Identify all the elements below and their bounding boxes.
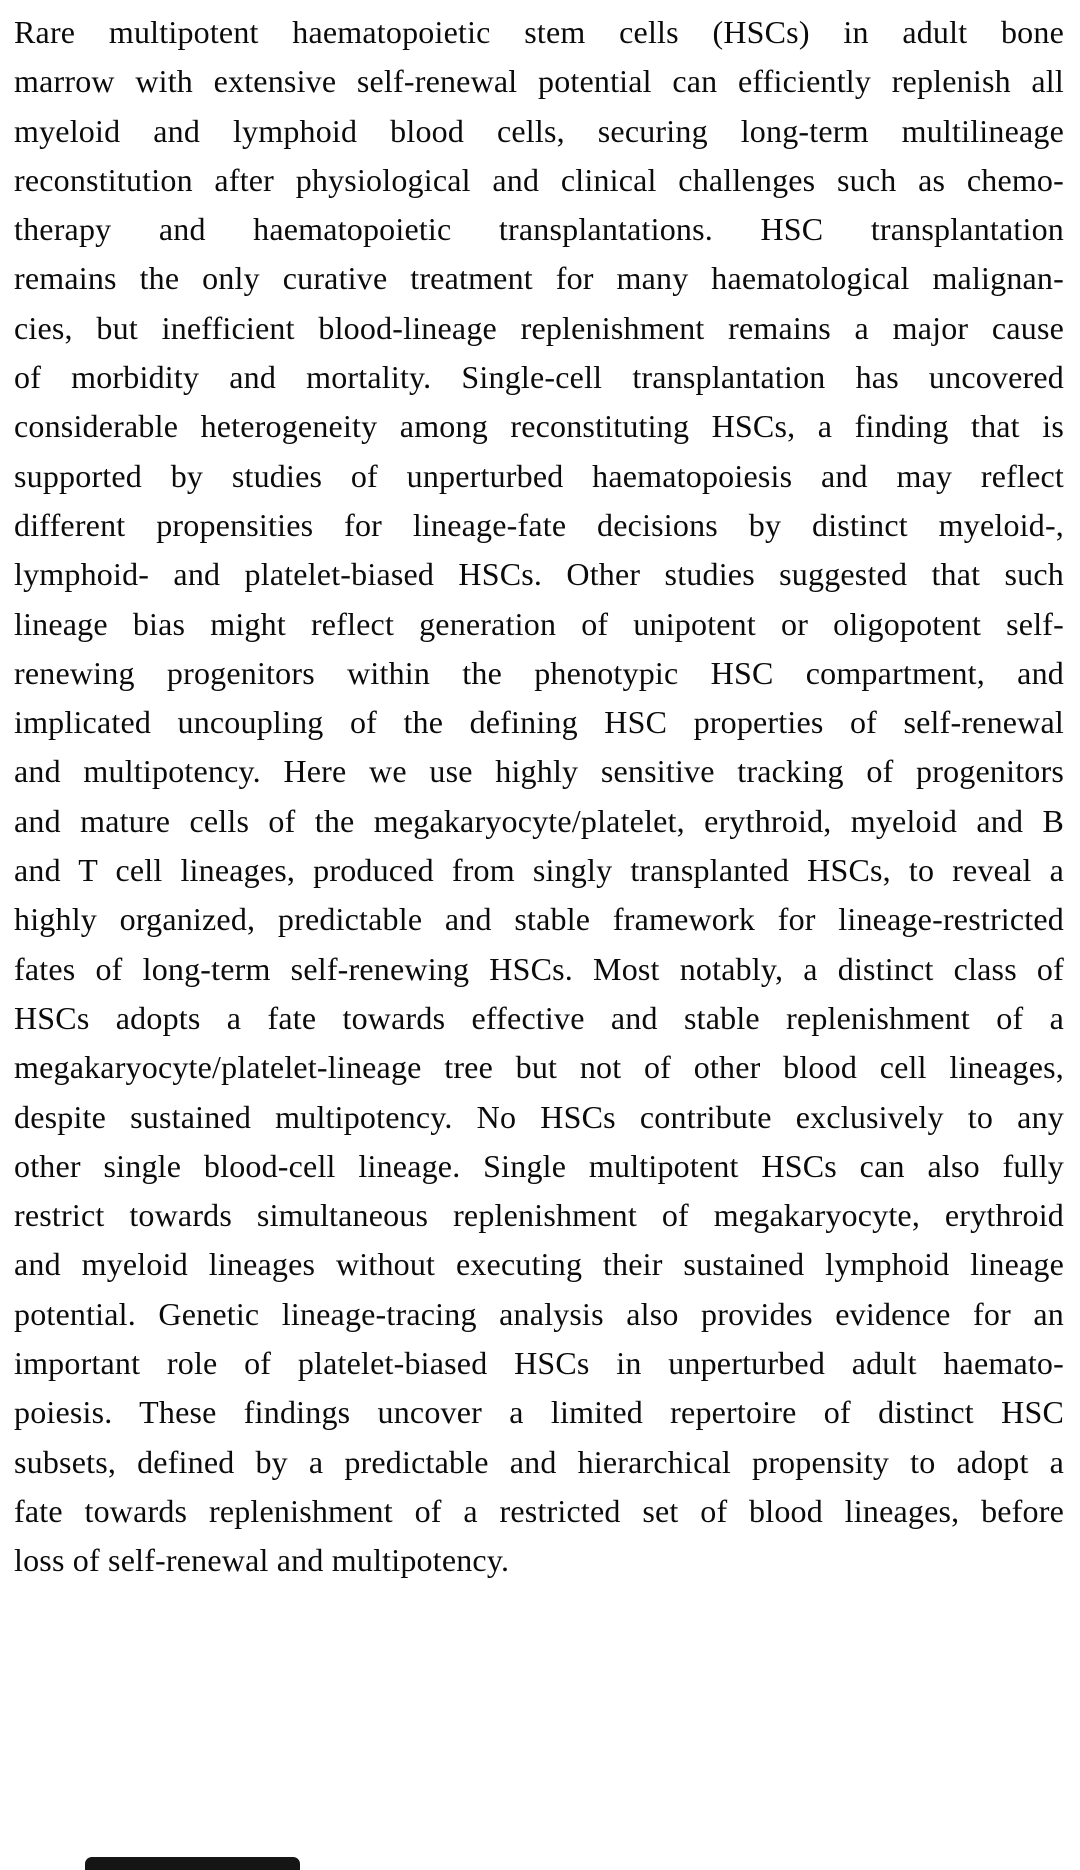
cropped-bottom-element: [85, 1857, 300, 1870]
abstract-line: subsets, defined by a predictable and hierarchical propensity to adopt a: [14, 1443, 1064, 1480]
abstract-line: cies, but inefficient blood-lineage replenishment remains a major cause: [14, 309, 1064, 346]
abstract-line: HSCs adopts a fate towards effective and stable replenishment of a: [14, 999, 1064, 1036]
abstract-line: considerable heterogeneity among reconstituting HSCs, a finding that is: [14, 408, 1064, 445]
abstract-line: Rare multipotent haematopoietic stem cells (HSCs) in adult bone: [14, 14, 1064, 50]
abstract-line: restrict towards simultaneous replenishment of megakaryocyte, erythroid: [14, 1197, 1064, 1234]
abstract-line: important role of platelet-biased HSCs in unperturbed adult haemato-: [14, 1345, 1064, 1382]
abstract-line: and T cell lineages, produced from singly transplanted HSCs, to reveal a: [14, 852, 1064, 889]
abstract-line: implicated uncoupling of the defining HSC properties of self-renewal: [14, 704, 1064, 741]
abstract-line: highly organized, predictable and stable framework for lineage-restricted: [14, 901, 1064, 938]
abstract-line: reconstitution after physiological and clinical challenges such as chemo-: [14, 161, 1064, 198]
abstract-line: lymphoid- and platelet-biased HSCs. Other studies suggested that such: [14, 556, 1064, 593]
abstract-line: marrow with extensive self-renewal potential can efficiently replenish all: [14, 63, 1064, 100]
abstract-line: megakaryocyte/platelet-lineage tree but not of other blood cell lineages,: [14, 1049, 1064, 1086]
abstract-line: potential. Genetic lineage-tracing analysis also provides evidence for an: [14, 1295, 1064, 1332]
abstract-line: supported by studies of unperturbed haematopoiesis and may reflect: [14, 457, 1064, 494]
abstract-line: remains the only curative treatment for many haematological malignan-: [14, 260, 1064, 297]
abstract-line: despite sustained multipotency. No HSCs contribute exclusively to any: [14, 1098, 1064, 1135]
abstract-line: fates of long-term self-renewing HSCs. Most notably, a distinct class of: [14, 950, 1064, 987]
abstract-line: loss of self-renewal and multipotency.: [14, 1542, 510, 1579]
abstract-line: therapy and haematopoietic transplantations. HSC transplantation: [14, 211, 1064, 248]
abstract-line: and myeloid lineages without executing their sustained lymphoid lineage: [14, 1246, 1064, 1283]
abstract-line: fate towards replenishment of a restricted set of blood lineages, before: [14, 1492, 1064, 1529]
abstract-line: of morbidity and mortality. Single-cell transplantation has uncovered: [14, 359, 1064, 396]
abstract-line: renewing progenitors within the phenotypic HSC compartment, and: [14, 654, 1064, 691]
abstract-line: myeloid and lymphoid blood cells, securing long-term multilineage: [14, 112, 1064, 149]
abstract-line: lineage bias might reflect generation of unipotent or oligopotent self-: [14, 605, 1064, 642]
abstract-line: other single blood-cell lineage. Single multipotent HSCs can also fully: [14, 1147, 1064, 1184]
abstract-line: and multipotency. Here we use highly sensitive tracking of progenitors: [14, 753, 1064, 790]
abstract-line: poiesis. These findings uncover a limited repertoire of distinct HSC: [14, 1394, 1064, 1431]
abstract-line: different propensities for lineage-fate decisions by distinct myeloid-,: [14, 506, 1064, 543]
abstract-line: and mature cells of the megakaryocyte/platelet, erythroid, myeloid and B: [14, 802, 1064, 839]
abstract-text: [14, 8, 1064, 1586]
